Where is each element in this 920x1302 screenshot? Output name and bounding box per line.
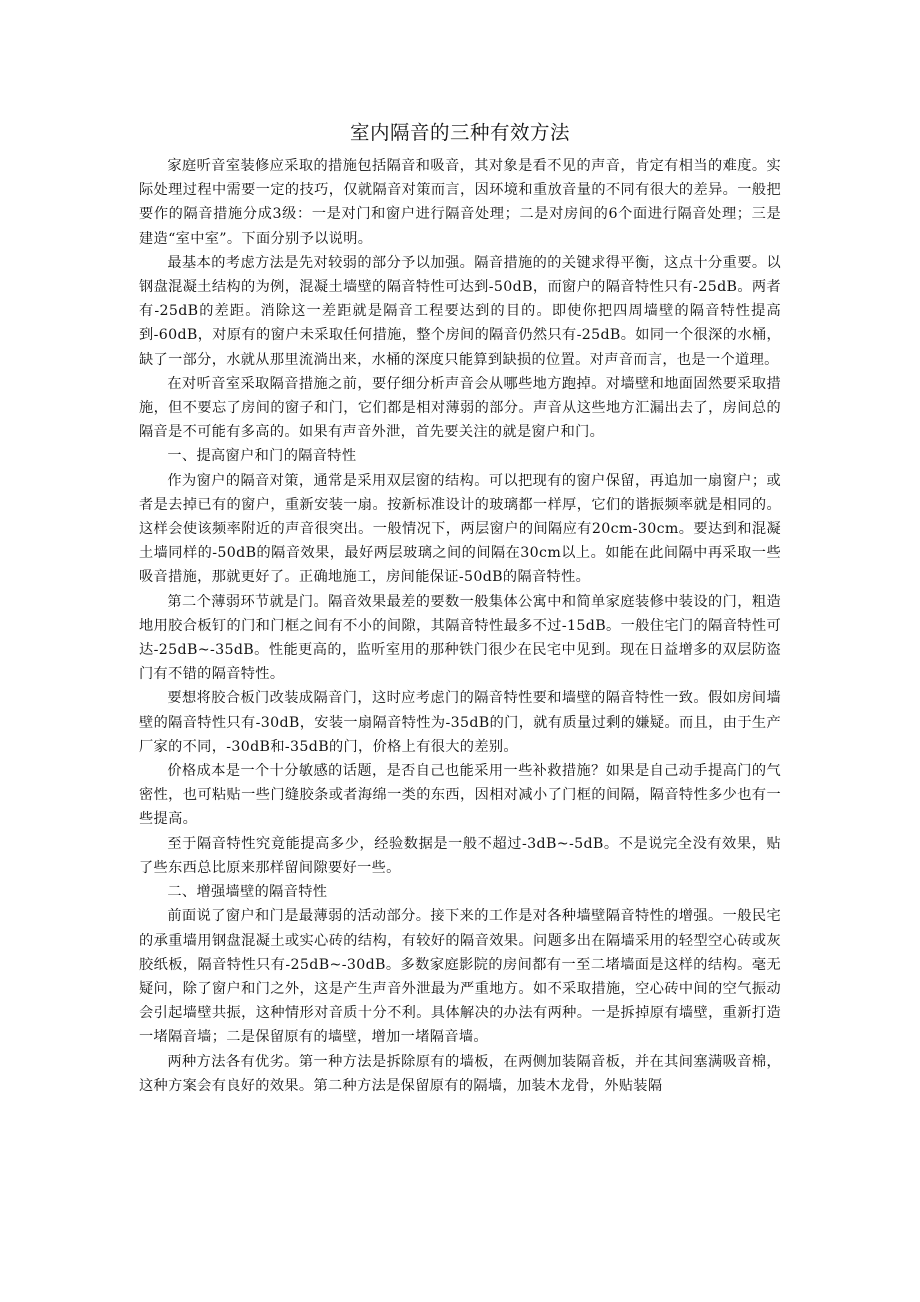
- paragraph: 两种方法各有优劣。第一种方法是拆除原有的墙板，在两侧加装隔音板，并在其间塞满吸音棉，这种方案会有良好的效果。第二种方法是保留原有的隔墙，加装木龙骨，外贴装隔: [139, 1053, 781, 1094]
- section-heading: 二、增强墙壁的隔音特性: [167, 884, 328, 901]
- paragraph: 在对听音室采取隔音措施之前，要仔细分析声音会从哪些地方跑掉。对墙壁和地面固然要采取措施，但不要忘了房间的窗子和门，它们都是相对薄弱的部分。声音从这些地方汇漏出去了，房间总的隔音是不可能有多高的。如果有声音外泄，首先要关注的就是窗户和门。: [139, 375, 781, 441]
- paragraph: 最基本的考虑方法是先对较弱的部分予以加强。隔音措施的的关键求得平衡，这点十分重要。以钢盘混凝土结构的为例，混凝土墙壁的隔音特性可达到-50dB，而窗户的隔音特性只有-25dB。两者有-25dB的差距。消除这一差距就是隔音工程要达到的目的。即使你把四周墙壁的隔音特性提高到-60dB，对原有的窗户未采取任何措施，整个房间的隔音仍然只有-25dB。如同一个很深的水桶，缺了一部分，水就从那里流淌出来，水桶的深度只能算到缺损的位置。对声音而言，也是一个道理。: [139, 254, 781, 368]
- paragraph: 作为窗户的隔音对策，通常是采用双层窗的结构。可以把现有的窗户保留，再追加一扇窗户；或者是去掉已有的窗户，重新安装一扇。按新标准设计的玻璃都一样厚，它们的谐振频率就是相同的。这样会使该频率附近的声音很突出。一般情况下，两层窗户的间隔应有20cm-30cm。要达到和混凝土墙同样的-50dB的隔音效果，最好两层玻璃之间的间隔在30cm以上。如能在此间隔中再采取一些吸音措施，那就更好了。正确地施工，房间能保证-50dB的隔音特性。: [139, 472, 781, 586]
- section-heading: 一、提高窗户和门的隔音特性: [167, 448, 357, 465]
- paragraph: 前面说了窗户和门是最薄弱的活动部分。接下来的工作是对各种墙壁隔音特性的增强。一般民宅的承重墙用钢盘混凝土或实心砖的结构，有较好的隔音效果。问题多出在隔墙采用的轻型空心砖或灰胶纸板，隔音特性只有-25dB~-30dB。多数家庭影院的房间都有一至二堵墙面是这样的结构。毫无疑问，除了窗户和门之外，这是产生声音外泄最为严重地方。如不采取措施，空心砖中间的空气振动会引起墙壁共振，这种情形对音质十分不利。具体解决的办法有两种。一是拆掉原有墙壁，重新打造一堵隔音墙；二是保留原有的墙壁，增加一堵隔音墙。: [139, 908, 781, 1046]
- document-title: 室内隔音的三种有效方法: [349, 121, 570, 144]
- paragraph: 要想将胶合板门改装成隔音门，这时应考虑门的隔音特性要和墙壁的隔音特性一致。假如房间墙壁的隔音特性只有-30dB，安装一扇隔音特性为-35dB的门，就有质量过剩的嫌疑。而且，由于生产厂家的不同，-30dB和-35dB的门，价格上有很大的差别。: [139, 690, 781, 755]
- paragraph: 家庭听音室装修应采取的措施包括隔音和吸音，其对象是看不见的声音，肯定有相当的难度。实际处理过程中需要一定的技巧，仅就隔音对策而言，因环境和重放音量的不同有很大的差异。一般把要作的隔音措施分成3级：一是对门和窗户进行隔音处理；二是对房间的6个面进行隔音处理；三是建造“室中室”。下面分别予以说明。: [139, 158, 781, 247]
- document-body: [139, 118, 781, 1098]
- paragraph: 第二个薄弱环节就是门。隔音效果最差的要数一般集体公寓中和简单家庭装修中装设的门，粗造地用胶合板钉的门和门框之间有不小的间隙，其隔音特性最多不过-15dB。一般住宅门的隔音特性可达-25dB~-35dB。性能更高的，监听室用的那种铁门很少在民宅中见到。现在日益增多的双层防盗门有不错的隔音特性。: [139, 593, 781, 683]
- paragraph: 价格成本是一个十分敏感的话题，是否自己也能采用一些补救措施？如果是自己动手提高门的气密性，也可粘贴一些门缝胶条或者海绵一类的东西，因相对减小了门框的间隔，隔音特性多少也有一些提高。: [139, 763, 781, 828]
- paragraph: 至于隔音特性究竟能提高多少，经验数据是一般不超过-3dB~-5dB。不是说完全没有效果，贴了些东西总比原来那样留间隙要好一些。: [139, 835, 781, 876]
